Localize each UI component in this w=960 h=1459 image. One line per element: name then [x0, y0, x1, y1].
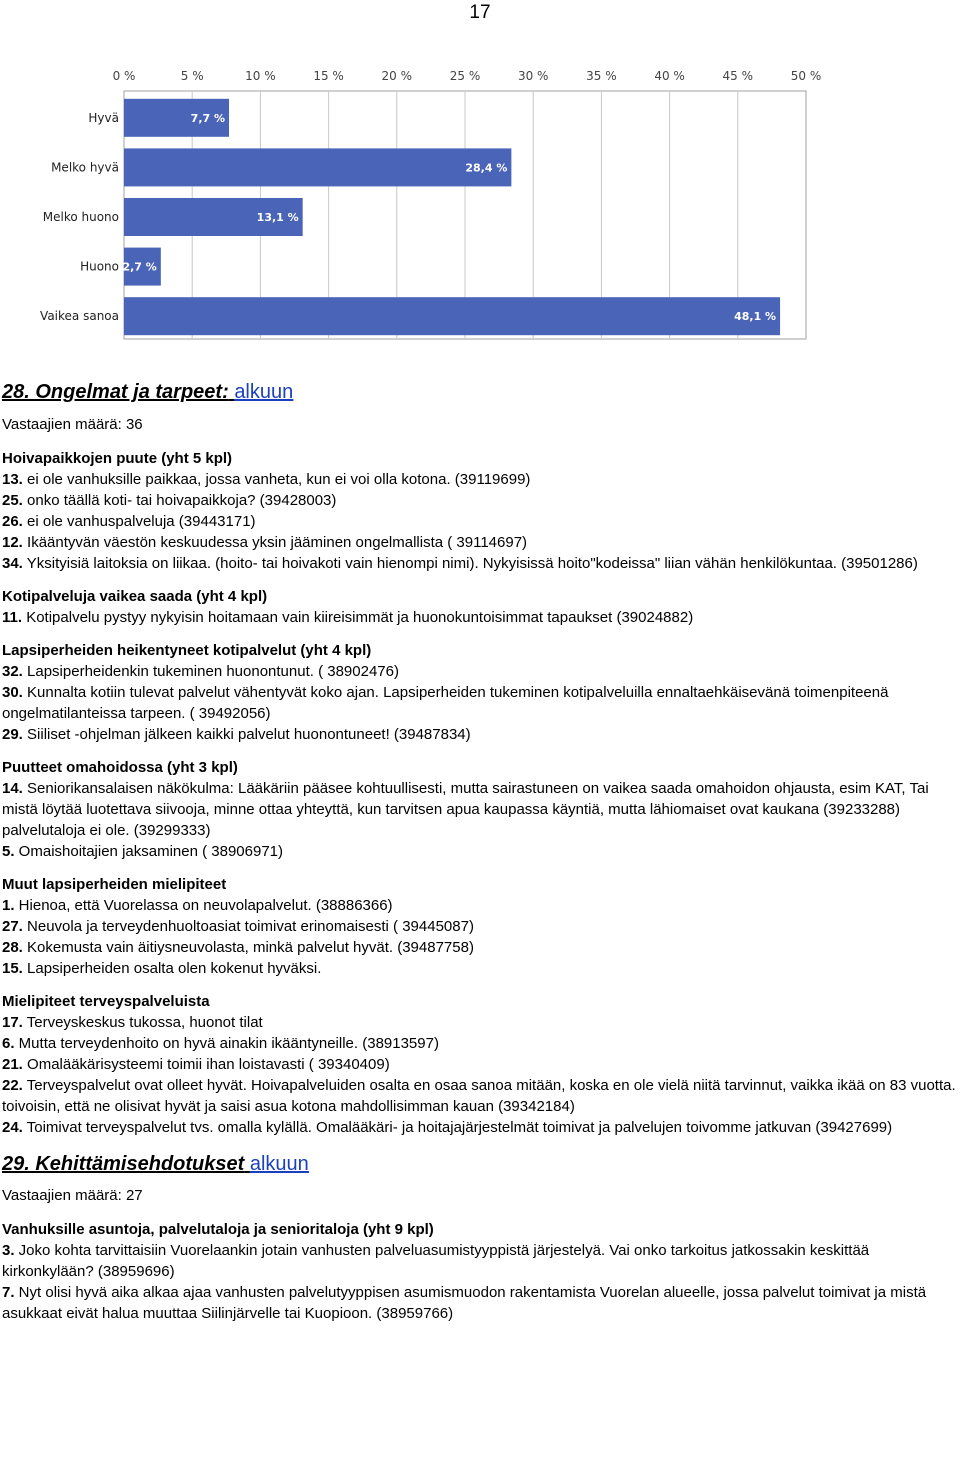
bar-value-label: 28,4 % — [465, 161, 508, 175]
x-tick-label: 40 % — [654, 69, 685, 83]
x-tick-label: 15 % — [313, 69, 344, 83]
comment-item — [2, 958, 958, 979]
x-tick-label: 50 % — [790, 69, 822, 83]
comment-number: 22. — [2, 1077, 23, 1094]
group-title: Mielipiteet terveyspalveluista — [2, 993, 210, 1010]
bars — [122, 99, 780, 335]
comment-item — [2, 916, 958, 937]
comment-number: 34. — [2, 555, 23, 572]
bar-value-label: 48,1 % — [734, 310, 777, 324]
comment-number: 14. — [2, 780, 23, 797]
bar-chart — [0, 62, 960, 352]
comment-item — [2, 778, 958, 820]
x-tick-label: 45 % — [722, 69, 754, 83]
comment-text: Joko kohta tarvittaisiin Vuorelaankin jotain vanhusten palveluasumistyyppistä järjestelyä. Vai onko tarkoitus jatkossakin keskittää kirkonkylään? (38959696) — [2, 1242, 870, 1280]
comment-item — [2, 661, 958, 682]
comment-item — [2, 1054, 958, 1075]
comment-text: Lapsiperheidenkin tukeminen huonontunut. ( 38902476) — [22, 663, 399, 680]
bar-value-label: 7,7 % — [190, 111, 226, 125]
comment-text: Hienoa, että Vuorelassa on neuvolapalvelut. (38886366) — [14, 897, 393, 914]
comment-number: 25. — [2, 492, 23, 509]
comment-item — [2, 553, 958, 574]
comment-number: 5. — [2, 843, 15, 860]
comment-text: Ikääntyvän väestön keskuudessa yksin jääminen ongelmallista ( 39114697) — [22, 534, 528, 551]
category-label: Melko huono — [42, 210, 119, 224]
comment-item — [2, 511, 958, 532]
respondent-count-28: Vastaajien määrä: 36 — [2, 416, 143, 433]
comment-number: 28. — [2, 939, 23, 956]
comment-item — [2, 820, 958, 841]
comment-text: Terveyskeskus tukossa, huonot tilat — [22, 1014, 263, 1031]
comment-text: Lapsiperheiden osalta olen kokenut hyväksi. — [22, 960, 322, 977]
page-number: 17 — [469, 2, 491, 23]
x-axis-ticks — [113, 69, 822, 83]
comment-number: 24. — [2, 1119, 23, 1136]
comment-group — [2, 757, 958, 862]
comment-group — [2, 448, 958, 574]
comment-group — [2, 586, 958, 628]
comment-number: 7. — [2, 1284, 15, 1301]
comment-item — [2, 682, 958, 724]
comment-text: palvelutaloja ei ole. (39299333) — [2, 822, 211, 839]
comment-number: 30. — [2, 684, 23, 701]
comment-number: 32. — [2, 663, 23, 680]
comment-text: Kokemusta vain äitiysneuvolasta, minkä palvelut hyvät. (39487758) — [22, 939, 474, 956]
comment-text: Mutta terveydenhoito on hyvä ainakin ikääntyneille. (38913597) — [14, 1035, 439, 1052]
comment-number: 15. — [2, 960, 23, 977]
comment-number: 13. — [2, 471, 23, 488]
bar — [124, 297, 780, 335]
section-29-title: 29. Kehittämisehdotukset — [2, 1153, 245, 1175]
comment-number: 1. — [2, 897, 15, 914]
comment-item — [2, 1033, 958, 1054]
comment-text: Neuvola ja terveydenhuoltoasiat toimivat erinomaisesti ( 39445087) — [22, 918, 474, 935]
comment-text: Kotipalvelu pystyy nykyisin hoitamaan vain kiireisimmät ja huonokuntoisimmat tapaukset (39024882) — [22, 609, 694, 626]
comment-item — [2, 841, 958, 862]
comment-item — [2, 724, 958, 745]
comment-number: 12. — [2, 534, 23, 551]
comment-text: ei ole vanhuksille paikkaa, jossa vanheta, kun ei voi olla kotona. (39119699) — [22, 471, 531, 488]
comment-item — [2, 1282, 958, 1324]
group-title: Muut lapsiperheiden mielipiteet — [2, 876, 227, 893]
category-label: Hyvä — [88, 110, 119, 125]
comment-group — [2, 991, 958, 1138]
group-title: Lapsiperheiden heikentyneet kotipalvelut (yht 4 kpl) — [2, 642, 372, 659]
category-label: Melko hyvä — [51, 160, 119, 175]
comment-text: Seniorikansalaisen näkökulma: Lääkäriin pääsee kohtuullisesti, mutta sairastuneen on vaikea saada omahoidon ohjausta, esim KAT, Tai mistä löytää luotettava siivooja, minne ottaa yhteyttä, kun tarvitsen apua kaupassa käyntiä, mutta lähiomaiset ovat kaukana (39233288) — [2, 780, 929, 818]
comment-item — [2, 532, 958, 553]
group-title: Kotipalveluja vaikea saada (yht 4 kpl) — [2, 588, 268, 605]
comment-text: Terveyspalvelut ovat olleet hyvät. Hoivapalveluiden osalta en osaa sanoa mitään, koska en ole vielä niitä tarvinnut, vaikka ikää on 83 vuotta. toivoisin, että ne olisivat hyvät ja saisi asua kotona mahdollisimman kauan (39342184) — [2, 1077, 956, 1115]
category-labels — [40, 111, 119, 323]
x-tick-label: 35 % — [586, 69, 617, 83]
bar — [124, 148, 511, 186]
comment-text: Nyt olisi hyvä aika alkaa ajaa vanhusten palvelutyyppisen asumismuodon rakentamista Vuorelan alueelle, jossa palvelut toimivat ja mistä asukkaat eivät halua muuttaa Siilinjärvelle tai Kuopioon. (38959766) — [2, 1284, 927, 1322]
comment-text: Omaishoitajien jaksaminen ( 38906971) — [14, 843, 283, 860]
back-to-top-link-28[interactable]: alkuun — [234, 381, 294, 403]
bar-value-label: 13,1 % — [256, 211, 299, 224]
comment-group — [2, 874, 958, 979]
comment-text: ei ole vanhuspalveluja (39443171) — [22, 513, 256, 530]
x-tick-label: 25 % — [449, 69, 481, 83]
comment-number: 26. — [2, 513, 23, 530]
section-29-heading — [2, 1150, 958, 1178]
x-tick-label: 5 % — [180, 69, 204, 83]
comment-item — [2, 937, 958, 958]
x-tick-label: 20 % — [381, 69, 413, 83]
section-28-heading — [2, 378, 958, 406]
comment-group — [2, 640, 958, 745]
comment-number: 21. — [2, 1056, 23, 1073]
comment-number: 6. — [2, 1035, 15, 1052]
x-tick-label: 0 % — [112, 69, 136, 83]
section-29-groups — [2, 1219, 958, 1324]
comment-text: Siiliset -ohjelman jälkeen kaikki palvelut huonontuneet! (39487834) — [22, 726, 471, 743]
comment-item — [2, 469, 958, 490]
comment-item — [2, 1117, 958, 1138]
comment-item — [2, 490, 958, 511]
comment-text: Yksityisiä laitoksia on liikaa. (hoito- tai hoivakoti vain hienompi nimi). Nykyisissä hoito"kodeissa" liian vähän henkilökuntaa. (39501286) — [22, 555, 918, 572]
document-body — [2, 378, 958, 1336]
comment-number: 27. — [2, 918, 23, 935]
comment-text: Toimivat terveyspalvelut tvs. omalla kylällä. Omalääkäri- ja hoitajajärjestelmät toimivat ja palvelujen toivomme jatkuvan (39427699) — [22, 1119, 893, 1136]
comment-number: 11. — [2, 609, 23, 626]
comment-group — [2, 1219, 958, 1324]
comment-number: 29. — [2, 726, 23, 743]
comment-item — [2, 895, 958, 916]
group-title: Vanhuksille asuntoja, palvelutaloja ja senioritaloja (yht 9 kpl) — [2, 1221, 434, 1238]
comment-item — [2, 1240, 958, 1282]
x-tick-label: 10 % — [245, 69, 276, 83]
group-title: Puutteet omahoidossa (yht 3 kpl) — [2, 759, 238, 776]
group-title: Hoivapaikkojen puute (yht 5 kpl) — [2, 450, 233, 467]
comment-number: 17. — [2, 1014, 23, 1031]
comment-text: onko täällä koti- tai hoivapaikkoja? (39428003) — [22, 492, 337, 509]
comment-text: Omalääkärisysteemi toimii ihan loistavasti ( 39340409) — [22, 1056, 390, 1073]
comment-item — [2, 607, 958, 628]
comment-number: 3. — [2, 1242, 15, 1259]
section-28-groups — [2, 448, 958, 1138]
comment-item — [2, 1075, 958, 1117]
respondent-count-29: Vastaajien määrä: 27 — [2, 1187, 143, 1204]
comment-item — [2, 1012, 958, 1033]
back-to-top-link-29[interactable]: alkuun — [249, 1153, 309, 1175]
category-label: Vaikea sanoa — [40, 309, 119, 324]
bar-value-label: 2,7 % — [122, 260, 157, 274]
x-tick-label: 30 % — [517, 69, 549, 83]
category-label: Huono — [80, 259, 119, 274]
comment-text: Kunnalta kotiin tulevat palvelut vähentyvät koko ajan. Lapsiperheiden tukeminen kotipalveluilla ennaltaehkäisevänä toimenpiteenä ongelmatilanteissa tarpeen. ( 39492056) — [2, 684, 889, 722]
section-28-title: 28. Ongelmat ja tarpeet: — [2, 381, 229, 403]
